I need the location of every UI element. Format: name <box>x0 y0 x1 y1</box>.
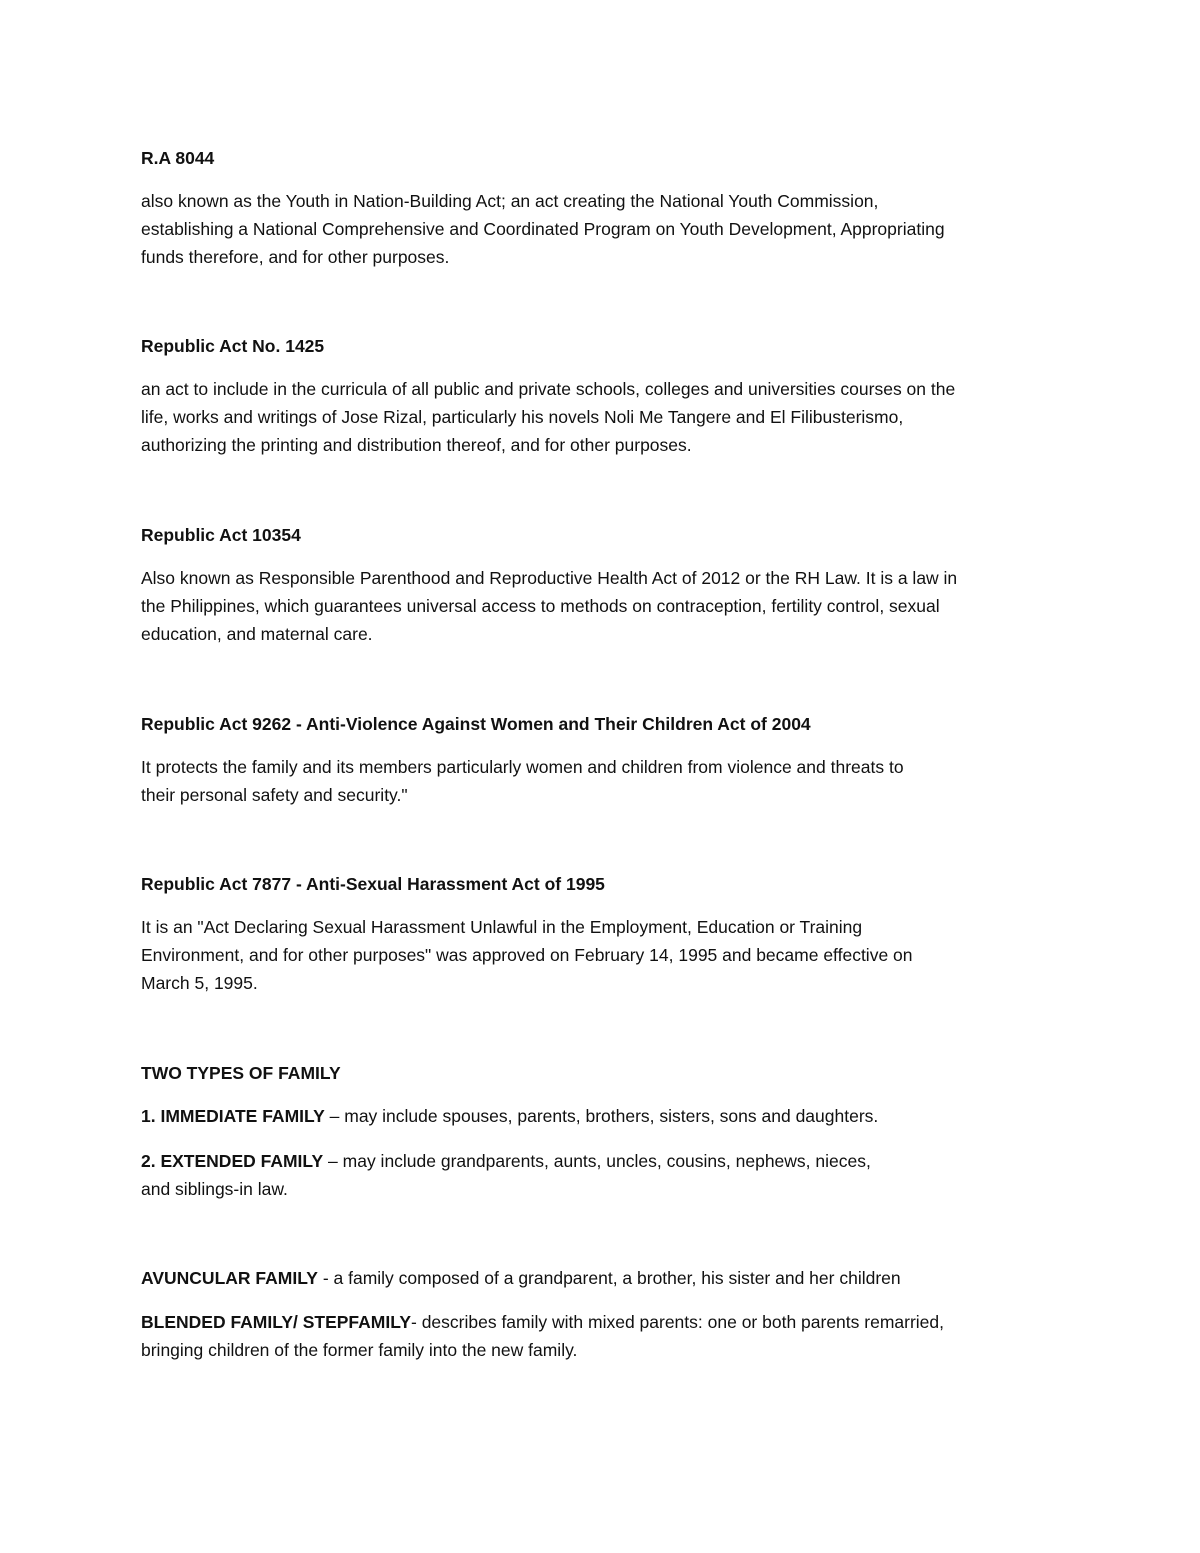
section-body-line: their personal safety and security." <box>141 785 408 805</box>
family-types-heading: TWO TYPES OF FAMILY <box>141 1063 341 1083</box>
blended-family-item <box>141 1311 944 1333</box>
section-body-line: March 5, 1995. <box>141 973 258 993</box>
section-body-line: establishing a National Comprehensive and Coordinated Program on Youth Development, Appropriating <box>141 219 945 239</box>
section-body-line: authorizing the printing and distribution thereof, and for other purposes. <box>141 435 692 455</box>
section-body-line: It is an "Act Declaring Sexual Harassment Unlawful in the Employment, Education or Training <box>141 917 863 937</box>
section-body-line: Environment, and for other purposes" was approved on February 14, 1995 and became effective on <box>141 945 913 965</box>
section-body-line: also known as the Youth in Nation-Building Act; an act creating the National Youth Commission, <box>141 191 879 211</box>
section-heading-ra-1425: Republic Act No. 1425 <box>141 336 325 356</box>
avuncular-family-text: - a family composed of a grandparent, a brother, his sister and her children <box>317 1268 901 1288</box>
section-body-line: an act to include in the curricula of all public and private schools, colleges and universities courses on the <box>141 379 956 399</box>
section-body-line: funds therefore, and for other purposes. <box>141 247 450 267</box>
blended-family-continuation: bringing children of the former family into the new family. <box>141 1340 578 1360</box>
immediate-family-item <box>141 1105 878 1127</box>
section-heading-ra-10354: Republic Act 10354 <box>141 525 301 545</box>
section-body-line: the Philippines, which guarantees universal access to methods on contraception, fertility control, sexual <box>141 596 940 616</box>
extended-family-label: 2. EXTENDED FAMILY <box>141 1151 324 1171</box>
immediate-family-text: – may include spouses, parents, brothers, sisters, sons and daughters. <box>324 1106 879 1126</box>
avuncular-family-item <box>141 1267 901 1289</box>
blended-family-text: - describes family with mixed parents: one or both parents remarried, <box>411 1312 945 1332</box>
section-heading-ra-8044: R.A 8044 <box>141 148 215 168</box>
section-body-line: Also known as Responsible Parenthood and Reproductive Health Act of 2012 or the RH Law. It is a law in <box>141 568 958 588</box>
section-heading-ra-7877: Republic Act 7877 - Anti-Sexual Harassment Act of 1995 <box>141 874 605 894</box>
section-body-line: education, and maternal care. <box>141 624 373 644</box>
extended-family-continuation: and siblings-in law. <box>141 1179 288 1199</box>
section-heading-ra-9262: Republic Act 9262 - Anti-Violence Against Women and Their Children Act of 2004 <box>141 714 811 734</box>
avuncular-family-label: AVUNCULAR FAMILY <box>141 1268 318 1288</box>
immediate-family-label: 1. IMMEDIATE FAMILY <box>141 1106 325 1126</box>
blended-family-label: BLENDED FAMILY/ STEPFAMILY <box>141 1312 411 1332</box>
extended-family-text: – may include grandparents, aunts, uncles, cousins, nephews, nieces, <box>323 1151 871 1171</box>
section-body-line: life, works and writings of Jose Rizal, particularly his novels Noli Me Tangere and El Filibusterismo, <box>141 407 904 427</box>
extended-family-item <box>141 1150 871 1172</box>
section-body-line: It protects the family and its members particularly women and children from violence and threats to <box>141 757 904 777</box>
